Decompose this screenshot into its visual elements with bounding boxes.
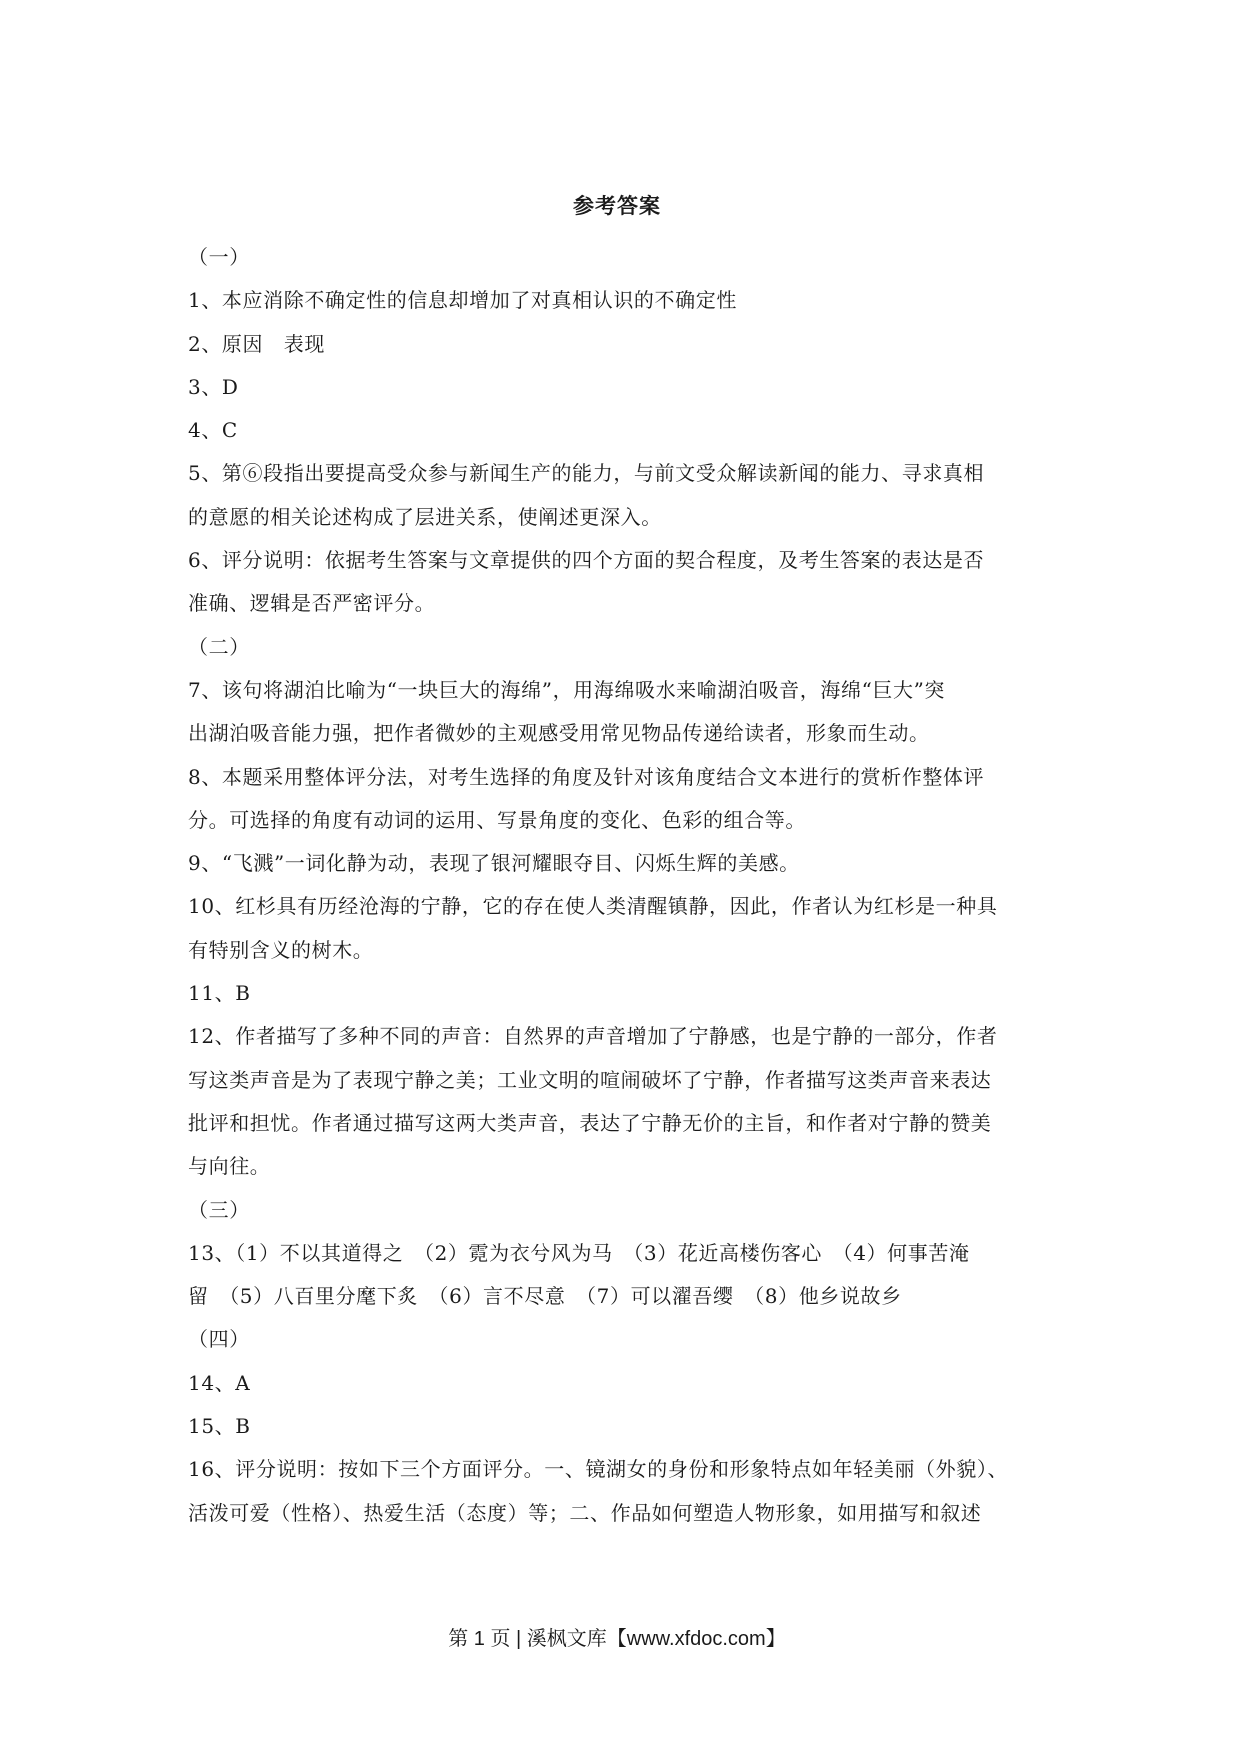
answer-line: 批评和担忧。作者通过描写这两大类声音，表达了宁静无价的主旨，和作者对宁静的赞美 xyxy=(188,1110,992,1135)
answer-line: 1、本应消除不确定性的信息却增加了对真相认识的不确定性 xyxy=(188,288,737,313)
section-heading: （一） xyxy=(188,245,250,269)
answer-line: 与向往。 xyxy=(188,1154,271,1179)
answer-line: 有特别含义的树木。 xyxy=(188,937,374,962)
answer-line: 留 （5）八百里分麾下炙 （6）言不尽意 （7）可以濯吾缨 （8）他乡说故乡 xyxy=(188,1284,902,1309)
page-footer: 第 1 页 | 溪枫文库【www.xfdoc.com】 xyxy=(448,1628,786,1650)
answer-line: 2、原因 表现 xyxy=(188,331,325,356)
answer-line: 6、评分说明：依据考生答案与文章提供的四个方面的契合程度，及考生答案的表达是否 xyxy=(188,548,985,573)
answer-line: 10、红杉具有历经沧海的宁静，它的存在使人类清醒镇静，因此，作者认为红杉是一种具 xyxy=(188,894,998,919)
section-heading: （三） xyxy=(188,1197,250,1222)
section-heading: （四） xyxy=(188,1327,250,1352)
answer-line: 9、“飞溅”一词化静为动，表现了银河耀眼夺目、闪烁生辉的美感。 xyxy=(188,851,800,876)
document-title: 参考答案 xyxy=(573,193,661,218)
answer-line: 8、本题采用整体评分法，对考生选择的角度及针对该角度结合文本进行的赏析作整体评 xyxy=(188,764,985,789)
answer-line: 5、第⑥段指出要提高受众参与新闻生产的能力，与前文受众解读新闻的能力、寻求真相 xyxy=(188,461,985,486)
answer-line: 7、该句将湖泊比喻为“一块巨大的海绵”，用海绵吸水来喻湖泊吸音，海绵“巨大”突 xyxy=(188,677,946,702)
answer-line: 的意愿的相关论述构成了层进关系，使阐述更深入。 xyxy=(188,504,662,529)
section-heading: （二） xyxy=(188,634,250,659)
answer-line: 12、作者描写了多种不同的声音：自然界的声音增加了宁静感，也是宁静的一部分，作者 xyxy=(188,1024,998,1049)
answer-line: 13、（1）不以其道得之 （2）霓为衣兮风为马 （3）花近高楼伤客心 （4）何事苦淹 xyxy=(188,1240,970,1265)
answer-line: 活泼可爱（性格）、热爱生活（态度）等；二、作品如何塑造人物形象，如用描写和叙述 xyxy=(188,1500,982,1525)
answer-line: 11、B xyxy=(188,981,251,1006)
answer-line: 3、D xyxy=(188,374,239,399)
answer-content xyxy=(188,236,1050,1535)
answer-line: 准确、逻辑是否严密评分。 xyxy=(188,591,436,616)
answer-line: 出湖泊吸音能力强，把作者微妙的主观感受用常见物品传递给读者，形象而生动。 xyxy=(188,721,930,746)
answer-line: 分。可选择的角度有动词的运用、写景角度的变化、色彩的组合等。 xyxy=(188,807,806,832)
answer-line: 写这类声音是为了表现宁静之美；工业文明的喧闹破坏了宁静，作者描写这类声音来表达 xyxy=(188,1067,992,1092)
answer-line: 16、评分说明：按如下三个方面评分。一、镜湖女的身份和形象特点如年轻美丽（外貌）、 xyxy=(188,1457,1009,1482)
answer-line: 14、A xyxy=(188,1370,251,1395)
answer-line: 15、B xyxy=(188,1414,251,1439)
answer-line: 4、C xyxy=(188,418,238,443)
